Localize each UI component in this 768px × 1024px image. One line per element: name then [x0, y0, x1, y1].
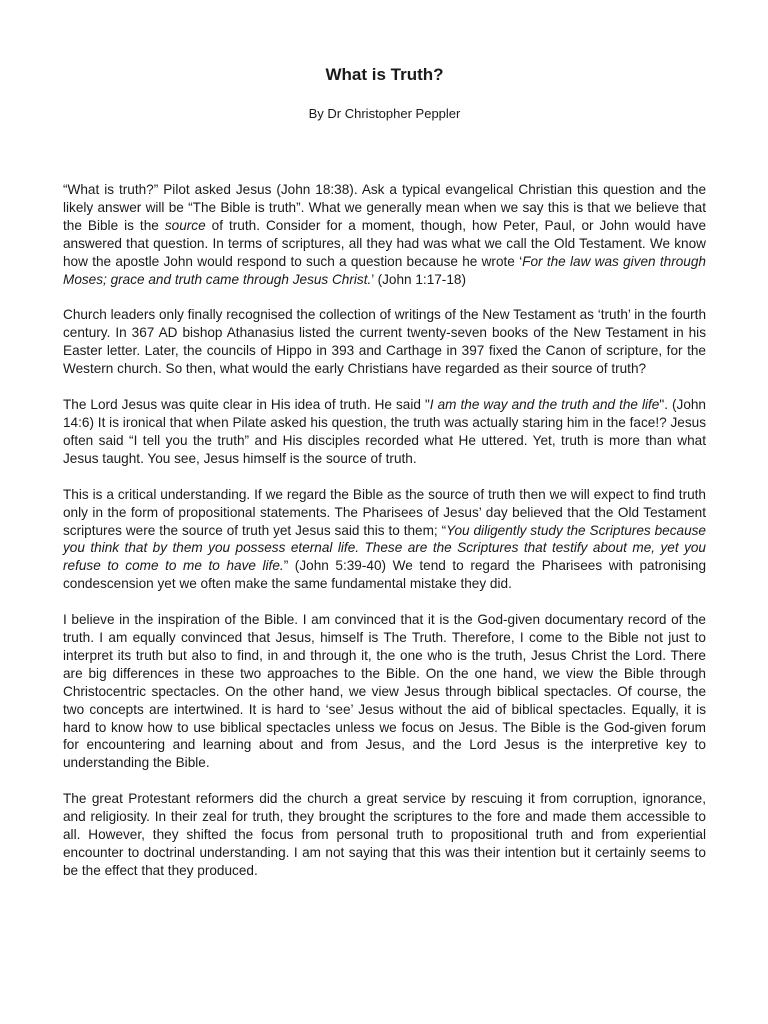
text-run: ". (John 14:6) It is ironical that when Pilate asked his question, the truth was actually staring him in the face!? Jesus often said “I tell you the truth” and His disciples recorded what He uttered. Yet, truth is more than what Jesus taught. You see, Jesus himself is the source of truth. — [63, 397, 706, 466]
document-page — [63, 0, 706, 898]
text-run: The Lord Jesus was quite clear in His idea of truth. He said " — [63, 397, 430, 413]
italic-text: source — [164, 217, 206, 233]
document-title: What is Truth? — [325, 65, 444, 84]
text-run: Church leaders only finally recognised the collection of writings of the New Testament as ‘truth’ in the fourth century. In 367 AD bishop Athanasius listed the current twenty-seven books of the New Testament in his Easter letter. Later, the councils of Hippo in 393 and Carthage in 397 fixed the Canon of scripture, for the Western church. So then, what would the early Christians have regarded as their source of truth? — [63, 307, 707, 377]
text-run: “What is truth?” Pilot asked Jesus (John 18:38). Ask a typical evangelical Christian this question and the likely answer will be “The Bible is truth”. What we generally mean when we say this is that we believe that the Bible is the — [63, 182, 706, 233]
paragraph-2 — [63, 306, 706, 378]
text-run: This is a critical understanding. If we regard the Bible as the source of truth then we will expect to find truth only in the form of propositional statements. The Pharisees of Jesus’ day believed that the Old Testament scriptures were the source of truth yet Jesus said this to them; “ — [63, 486, 706, 538]
text-run: ” (John 5:39-40) We tend to regard the Pharisees with patronising condescension yet we often make the same fundamental mistake they did. — [63, 558, 706, 592]
paragraph-1 — [63, 181, 706, 288]
text-run: I believe in the inspiration of the Bible. I am convinced that it is the God-given documentary record of the truth. I am equally convinced that Jesus, himself is The Truth. Therefore, I come to the Bible not just to interpret its truth but also to find, in and through it, the one who is the truth, Jesus Christ the Lord. There are big differences in these two approaches to the Bible. On the one hand, we view the Bible through Christocentric spectacles. On the other hand, we view Jesus through biblical spectacles. Of course, the two concepts are intertwined. It is hard to ‘see’ Jesus without the aid of biblical spectacles. Equally, it is hard to know how to use biblical spectacles unless we focus on Jesus. The Bible is the God-given forum for encountering and learning about and from Jesus, and the Lord Jesus is the interpretive key to understanding the Bible. — [63, 612, 706, 771]
italic-text: For the law was given through Moses; grace and truth came through Jesus Christ. — [63, 253, 706, 287]
text-run: of truth. Consider for a moment, though, how Peter, Paul, or John would have answered that question. In terms of scriptures, all they had was what we call the Old Testament. We know how the apostle John would respond to such a question because he wrote ‘ — [63, 217, 707, 269]
text-run: ’ (John 1:17-18) — [371, 271, 466, 287]
document-author: By Dr Christopher Peppler — [308, 106, 461, 121]
paragraph-3 — [63, 396, 706, 468]
paragraph-5 — [63, 611, 706, 772]
text-run: The great Protestant reformers did the church a great service by rescuing it from corruption, ignorance, and religiosity. In their zeal for truth, they brought the scriptures to the fore and made them accessible to all. However, they shifted the focus from personal truth to propositional truth and from experiential encounter to doctrinal understanding. I am not saying that this was their intention but it certainly seems to be the effect that they produced. — [63, 791, 706, 878]
paragraph-6 — [63, 790, 706, 880]
document-body — [63, 181, 706, 880]
italic-text: I am the way and the truth and the life — [429, 397, 660, 413]
italic-text: You diligently study the Scriptures because you think that by them you possess eternal life. These are the Scriptures that testify about me, yet you refuse to come to me to have life. — [63, 522, 706, 574]
paragraph-4 — [63, 486, 706, 593]
